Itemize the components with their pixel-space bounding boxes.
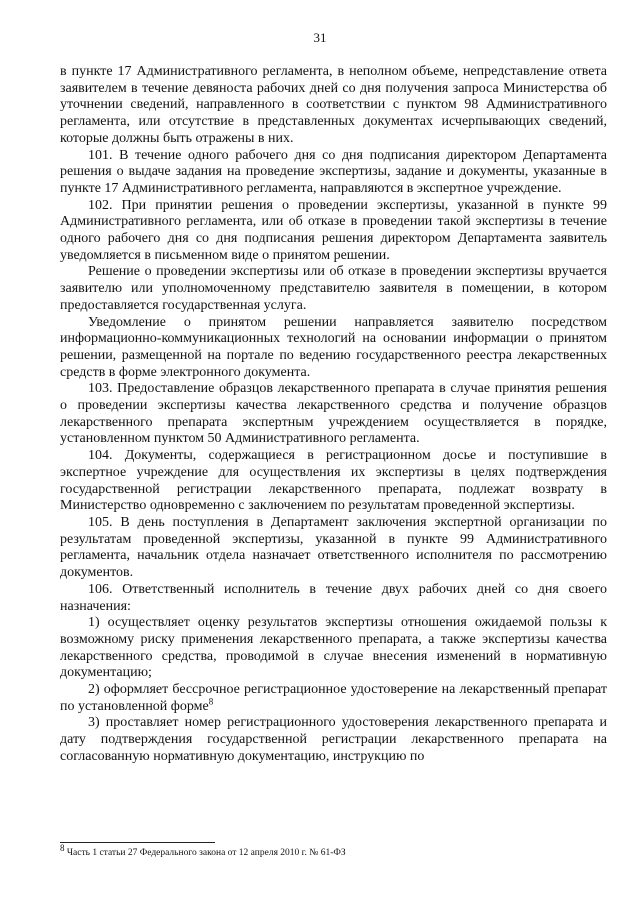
paragraph: 103. Предоставление образцов лекарственного препарата в случае принятия решения о проведении экспертизы качества лекарственного средства и получение образцов лекарственного препарата экспертным учреждением осуществляется в порядке, установленном пунктом 50 Административного регламента.	[60, 381, 607, 447]
paragraph	[60, 682, 607, 715]
paragraph: в пункте 17 Административного регламента, в неполном объеме, непредставление ответа заявителем в течение девяноста рабочих дней со дня получения запроса Министерства об уточнении сведений, направленного в соответствии с пунктом 98 Административного регламента, или отсутствие в представленных документах исчерпывающих сведений, которые должны быть отражены в них.	[60, 64, 607, 146]
footnote-text: Часть 1 статьи 27 Федерального закона от 12 апреля 2010 г. № 61-ФЗ	[66, 848, 346, 858]
paragraph: 105. В день поступления в Департамент заключения экспертной организации по результатам проведенной экспертизы, указанной в пункте 99 Административного регламента, начальник отдела назначает ответственного исполнителя по рассмотрению документов.	[60, 514, 607, 581]
paragraph: 102. При принятии решения о проведении экспертизы, указанной в пункте 99 Административного регламента, или об отказе в проведении такой экспертизы в течение одного рабочего дня со дня подписания решения директором Департамента заявитель уведомляется в письменном виде о принятом решении.	[60, 197, 607, 263]
footnote-mark: 8	[60, 842, 65, 853]
paragraph: Уведомление о принятом решении направляется заявителю посредством информационно-коммуникационных технологий на основании информации о принятом решении, размещенной на портале по ведению государственного реестра лекарственных средств в форме электронного документа.	[60, 314, 607, 380]
paragraph: 1) осуществляет оценку результатов экспертизы отношения ожидаемой пользы к возможному риску применения лекарственного препарата, а также экспертизы качества лекарственного средства, проводимой в случае внесения изменений в нормативную документацию;	[60, 615, 607, 681]
paragraph: Решение о проведении экспертизы или об отказе в проведении экспертизы вручается заявителю или уполномоченному представителю заявителя в помещении, в котором предоставляется государственная услуга.	[60, 264, 607, 313]
paragraph-text: 2) оформляет бессрочное регистрационное удостоверение на лекарственный препарат по установленной форме	[60, 682, 607, 714]
paragraph: 106. Ответственный исполнитель в течение двух рабочих дней со дня своего назначения:	[60, 581, 607, 614]
paragraph: 104. Документы, содержащиеся в регистрационном досье и поступившие в экспертное учреждение для осуществления их экспертизы в целях подтверждения государственной регистрации лекарственного препарата, подлежат возврату в Министерство одновременно с заключением по результатам проведенной экспертизы.	[60, 448, 607, 514]
footnote-separator	[60, 842, 215, 843]
footnote-reference[interactable]: 8	[208, 696, 214, 707]
paragraph: 3) проставляет номер регистрационного удостоверения лекарственного препарата и дату подтверждения государственной регистрации лекарственного препарата на согласованную нормативную документацию, инструкцию по	[60, 715, 607, 764]
page-number: 31	[313, 30, 327, 45]
paragraph: 101. В течение одного рабочего дня со дня подписания директором Департамента решения о выдаче задания на проведение экспертизы, задание и документы, указанные в пункте 17 Административного регламента, направляются в экспертное учреждение.	[60, 147, 607, 196]
footnote	[60, 842, 607, 859]
document-body	[60, 64, 607, 766]
